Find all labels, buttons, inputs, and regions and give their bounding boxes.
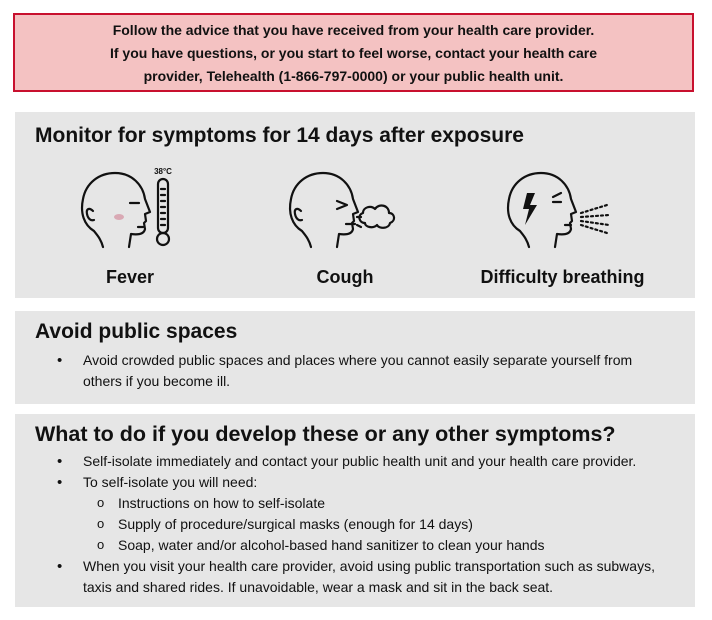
avoid-bullet: • Avoid crowded public spaces and places where you cannot easily separate yourself from others if you become ill. [57,350,657,392]
alert-banner [13,13,694,92]
symptom-difficulty-breathing [475,165,650,288]
whattodo-bullet-1: • Self-isolate immediately and contact your public health unit and your health care provider. [57,451,677,472]
alert-line-3: provider, Telehealth (1-866-797-0000) or your public health unit. [143,68,564,84]
thermometer-reading: 38°C [154,167,172,176]
whattodo-sub-2: o Supply of procedure/surgical masks (enough for 14 days) [57,514,677,535]
symptom-label-cough: Cough [316,267,374,287]
whattodo-sub-3: o Soap, water and/or alcohol-based hand sanitizer to clean your hands [57,535,677,556]
alert-line-1: Follow the advice that you have received from your health care provider. [112,22,595,38]
what-to-do-panel [15,414,695,607]
avoid-bullet-list [57,350,657,392]
symptom-label-difficulty-breathing: Difficulty breathing [480,267,645,287]
monitor-symptoms-panel [15,112,695,298]
cough-head-icon [285,165,405,249]
symptom-label-fever: Fever [105,267,155,287]
whattodo-bullet-3: • When you visit your health care provider, avoid using public transportation such as subways, taxis and shared rides. If unavoidable, wear a mask and sit in the back seat. [57,556,663,598]
monitor-title: Monitor for symptoms for 14 days after exposure [35,124,524,147]
whattodo-bullet-list [57,451,677,598]
whattodo-title: What to do if you develop these or any other symptoms? [35,422,616,446]
whattodo-bullet-2: • To self-isolate you will need: [57,472,677,493]
alert-line-2: If you have questions, or you start to feel worse, contact your health care [109,45,597,61]
breathing-difficulty-head-icon [503,165,623,249]
fever-head-thermometer-icon [75,165,185,249]
whattodo-sub-1: o Instructions on how to self-isolate [57,493,677,514]
avoid-public-spaces-panel [15,311,695,404]
avoid-title: Avoid public spaces [35,320,238,343]
symptom-cough [285,165,405,288]
symptom-fever [70,165,190,288]
